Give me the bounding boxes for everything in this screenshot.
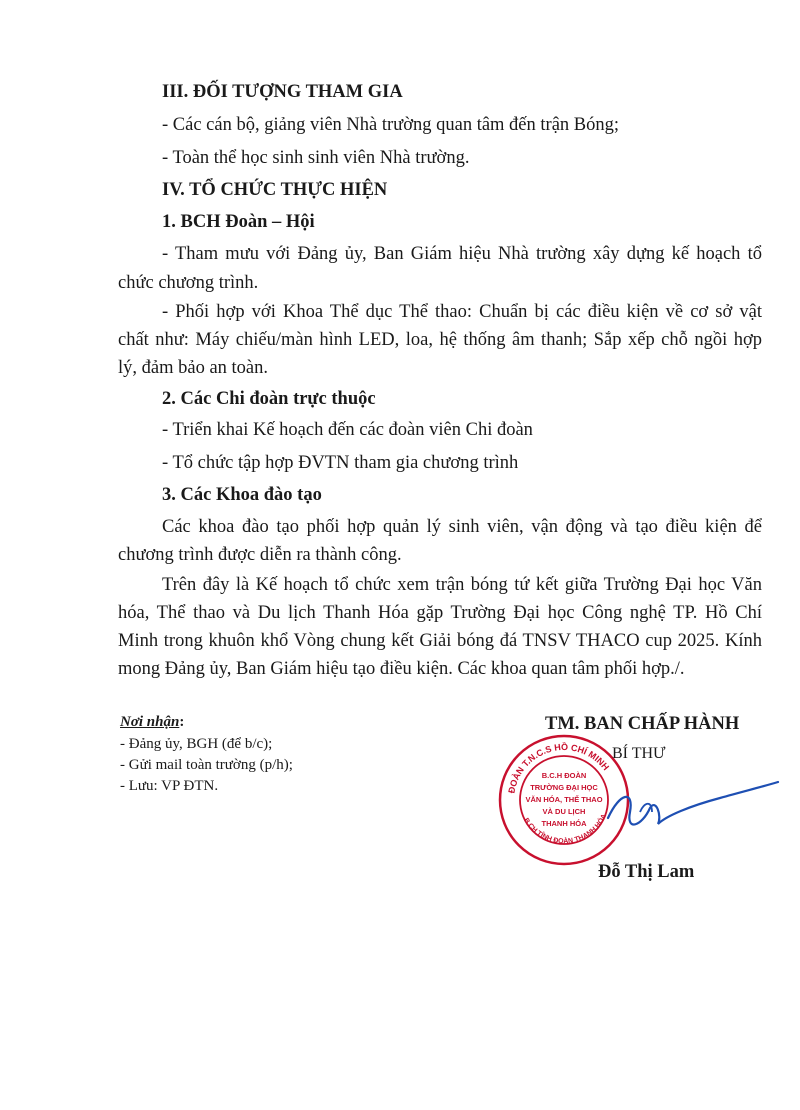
svg-text:B.CH TỈNH ĐOÀN THANH HÓA: B.CH TỈNH ĐOÀN THANH HÓA	[522, 813, 609, 846]
section-4-heading: IV. TỔ CHỨC THỰC HIỆN	[162, 180, 388, 200]
section-3-item: - Toàn thể học sinh sinh viên Nhà trường.	[162, 148, 470, 168]
svg-text:TRƯỜNG ĐẠI HỌC: TRƯỜNG ĐẠI HỌC	[530, 783, 598, 792]
subsection-3-paragraph: chương trình được diễn ra thành công.	[118, 545, 402, 565]
signer-name: Đỗ Thị Lam	[598, 862, 695, 882]
section-3-heading: III. ĐỐI TƯỢNG THAM GIA	[162, 82, 403, 102]
subsection-1-paragraph: chức chương trình.	[118, 273, 259, 293]
svg-text:VÀ DU LỊCH: VÀ DU LỊCH	[542, 807, 586, 816]
svg-text:ĐOÀN T.N.C.S HỒ CHÍ MINH: ĐOÀN T.N.C.S HỒ CHÍ MINH	[506, 741, 612, 795]
closing-paragraph: Minh trong khuôn khổ Vòng chung kết Giải bóng đá TNSV THACO cup 2025. Kính	[118, 631, 762, 651]
recipient-item: - Đảng ủy, BGH (để b/c);	[120, 736, 273, 752]
svg-text:VĂN HÓA, THỂ THAO: VĂN HÓA, THỂ THAO	[525, 795, 603, 804]
recipients-label-colon: :	[179, 714, 185, 730]
signature-title: BÍ THƯ	[612, 745, 666, 762]
closing-paragraph: mong Đảng ủy, Ban Giám hiệu tạo điều kiện. Các khoa quan tâm phối hợp./.	[118, 659, 685, 679]
svg-text:THANH HÓA: THANH HÓA	[541, 819, 587, 828]
signature-org: TM. BAN CHẤP HÀNH	[545, 714, 740, 734]
recipients-label-text: Nơi nhận	[120, 714, 180, 730]
recipient-item: - Lưu: VP ĐTN.	[120, 778, 219, 794]
recipients-label	[120, 712, 184, 732]
subsection-2-heading: 2. Các Chi đoàn trực thuộc	[162, 389, 376, 409]
subsection-1-paragraph: chất như: Máy chiếu/màn hình LED, loa, hệ thống âm thanh; Sắp xếp chỗ ngồi hợp	[118, 330, 762, 350]
closing-paragraph: hóa, Thể thao và Du lịch Thanh Hóa gặp Trường Đại học Công nghệ TP. Hồ Chí	[118, 603, 762, 623]
handwritten-signature	[600, 772, 780, 842]
closing-paragraph: Trên đây là Kế hoạch tổ chức xem trận bóng tứ kết giữa Trường Đại học Văn	[162, 575, 762, 595]
svg-text:B.C.H ĐOÀN: B.C.H ĐOÀN	[541, 771, 587, 780]
subsection-2-item: - Tổ chức tập hợp ĐVTN tham gia chương trình	[162, 453, 519, 473]
subsection-3-heading: 3. Các Khoa đào tạo	[162, 485, 322, 505]
subsection-3-paragraph: Các khoa đào tạo phối hợp quản lý sinh viên, vận động và tạo điều kiện để	[162, 517, 762, 537]
subsection-1-paragraph: lý, đảm bảo an toàn.	[118, 358, 269, 378]
subsection-1-paragraph: - Phối hợp với Khoa Thể dục Thể thao: Chuẩn bị các điều kiện về cơ sở vật	[162, 302, 762, 322]
subsection-1-paragraph: - Tham mưu với Đảng ủy, Ban Giám hiệu Nhà trường xây dựng kế hoạch tổ	[162, 244, 762, 264]
subsection-2-item: - Triển khai Kế hoạch đến các đoàn viên Chi đoàn	[162, 420, 533, 440]
subsection-1-heading: 1. BCH Đoàn – Hội	[162, 212, 315, 232]
section-3-item: - Các cán bộ, giảng viên Nhà trường quan tâm đến trận Bóng;	[162, 115, 620, 135]
recipient-item: - Gửi mail toàn trường (p/h);	[120, 757, 293, 773]
